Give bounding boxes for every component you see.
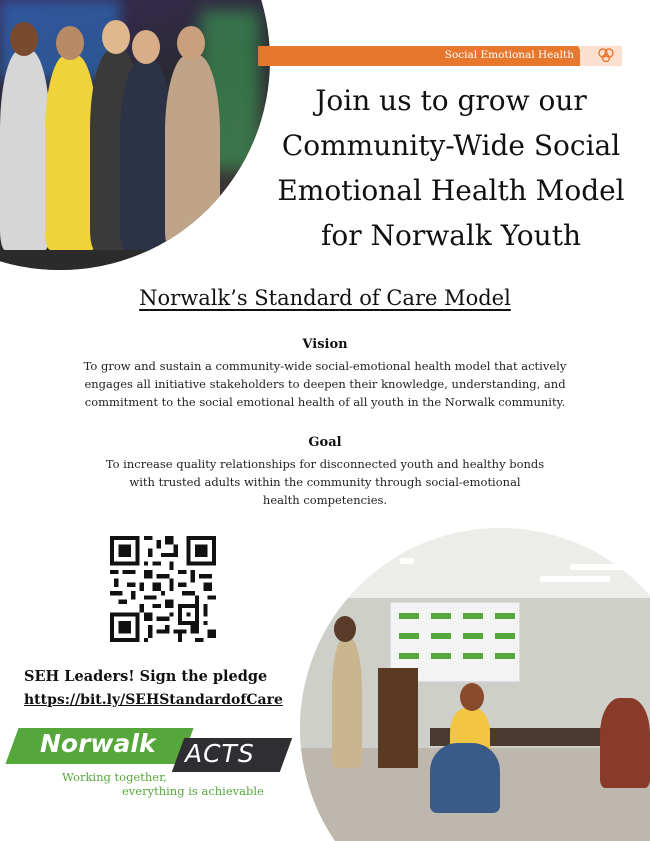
pledge-text: SEH Leaders! Sign the pledge: [24, 668, 268, 685]
qr-code[interactable]: [110, 536, 216, 642]
ribbon-divider: [578, 46, 588, 66]
logo-word-acts: ACTS: [185, 739, 255, 768]
vision-line: commitment to the social emotional health of all youth in the Norwalk community.: [84, 395, 566, 409]
page-title: [262, 78, 640, 258]
title-line: Community-Wide Social: [281, 129, 621, 162]
title-line: for Norwalk Youth: [321, 219, 581, 252]
youth-group-photo: [0, 0, 270, 270]
goal-line: with trusted adults within the community through social-emotional: [129, 475, 521, 489]
vision-line: engages all initiative stakeholders to deepen their knowledge, understanding, and: [84, 377, 566, 391]
goal-body: [75, 455, 575, 509]
meeting-photo: [300, 528, 650, 841]
brain-icon: [598, 48, 614, 66]
vision-title: Vision: [302, 337, 348, 352]
ribbon-label: Social Emotional Health: [444, 49, 574, 61]
logo-tagline-line2: everything is achievable: [122, 784, 264, 798]
vision-line: To grow and sustain a community-wide social-emotional health model that actively: [83, 359, 567, 373]
title-line: Join us to grow our: [315, 84, 587, 117]
vision-body: [75, 357, 575, 411]
title-line: Emotional Health Model: [277, 174, 625, 207]
goal-line: health competencies.: [262, 493, 388, 507]
logo-tagline-line1: Working together,: [62, 770, 167, 784]
model-heading: Norwalk’s Standard of Care Model: [139, 286, 511, 310]
logo-word-norwalk: Norwalk: [40, 729, 156, 758]
pledge-link[interactable]: https://bit.ly/SEHStandardofCare: [24, 692, 283, 708]
goal-line: To increase quality relationships for disconnected youth and healthy bonds: [105, 457, 545, 471]
goal-title: Goal: [308, 435, 342, 450]
header-ribbon: [258, 46, 580, 66]
